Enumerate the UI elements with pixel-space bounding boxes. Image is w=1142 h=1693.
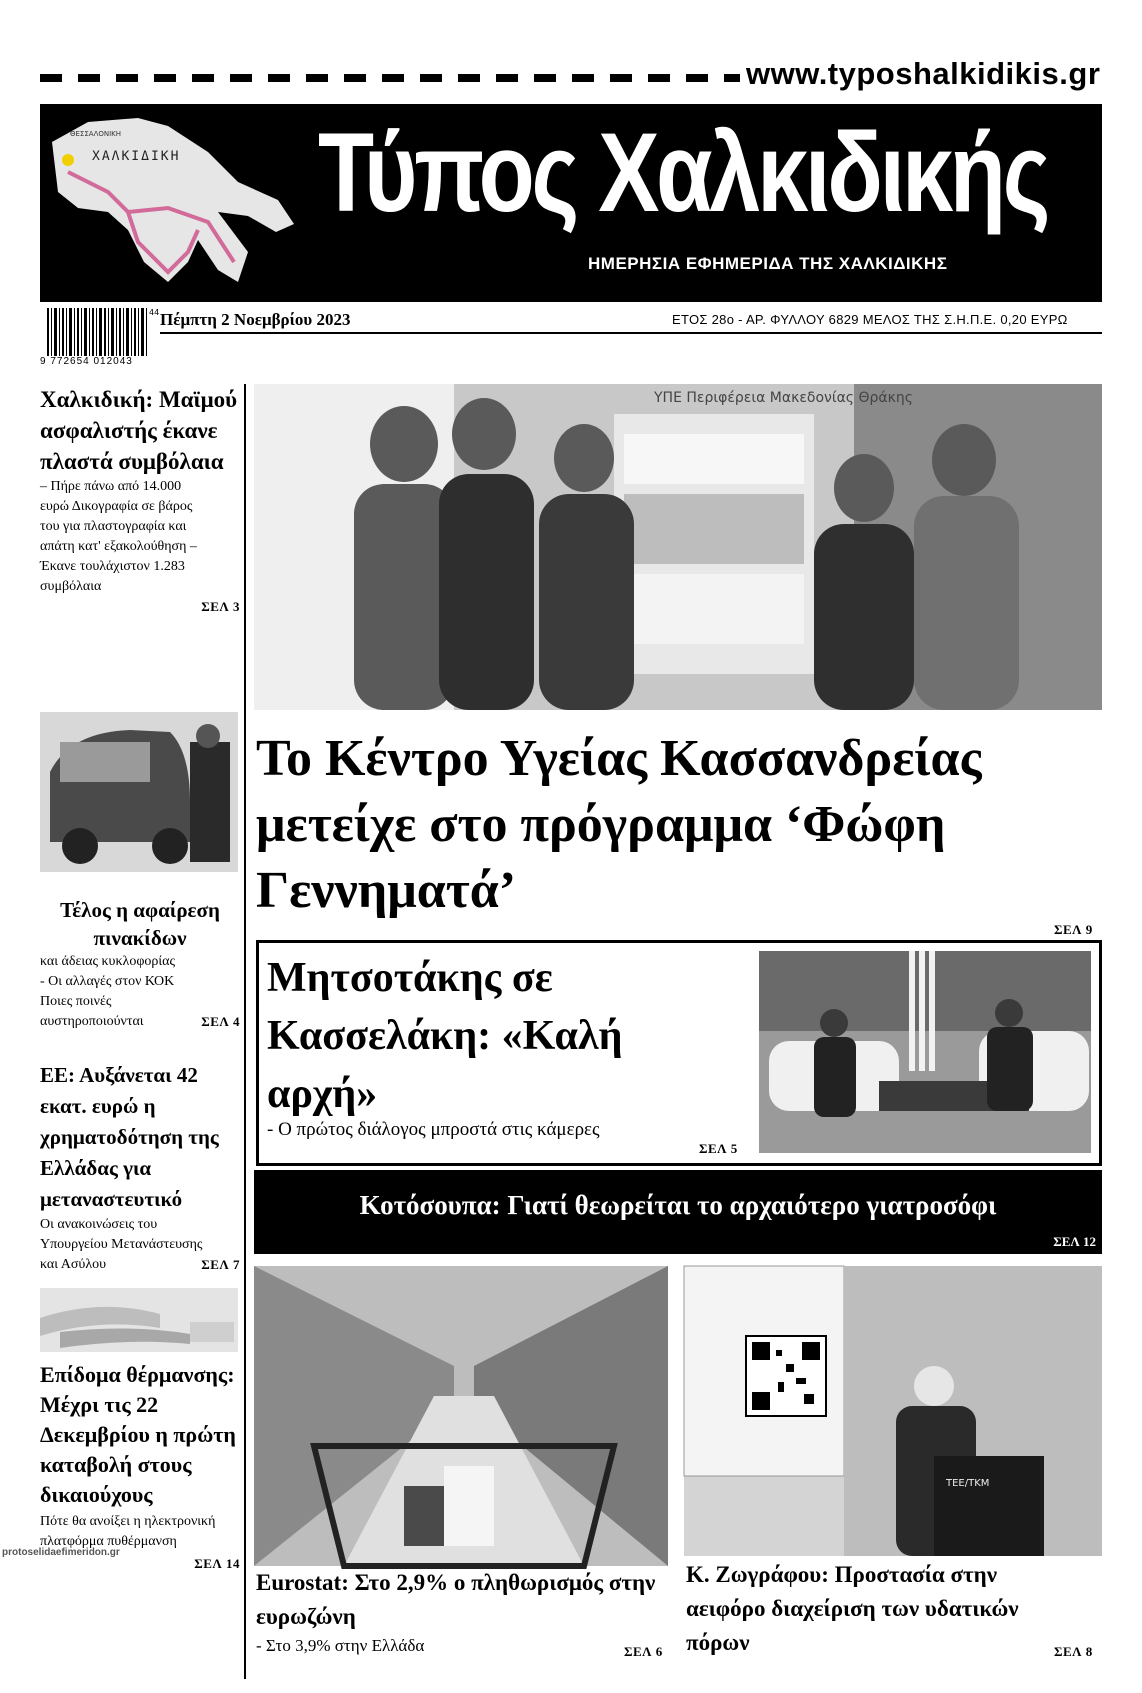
column-divider <box>244 384 246 1679</box>
band-story[interactable] <box>254 1170 1102 1254</box>
story-body: – Πήρε πάνω από 14.000 ευρώ Δικογραφία σε βάρος του για πλαστογραφία και απάτη κατ' εξακολούθηση – Έκανε τουλάχιστον 1.283 συμβόλαια <box>40 479 197 594</box>
eurostat-sub: - Στο 3,9% στην Ελλάδα <box>256 1636 425 1655</box>
photo-banner: ΥΠΕ Περιφέρεια Μακεδονίας Θράκης <box>654 390 913 406</box>
lead-headline[interactable]: Το Κέντρο Υγείας Κασσανδρείας μετείχε στο πρόγραμμα ‘Φώφη Γεννηματά’ <box>256 730 982 919</box>
story-headline: ΕΕ: Αυξάνεται 42 εκατ. ευρώ η χρηματοδότηση της Ελλάδας για μεταναστευτικό <box>40 1063 219 1211</box>
page-ref: ΣΕΛ 7 <box>201 1257 240 1272</box>
story-body: Πότε θα ανοίξει η ηλεκτρονική πλατφόρμα πυθέρμανση <box>40 1514 216 1549</box>
boxed-headline: Μητσοτάκης σε Κασσελάκη: «Καλή αρχή» <box>267 955 623 1117</box>
band-headline: Κοτόσουπα: Γιατί θεωρείται το αρχαιότερο γιατροσόφι <box>359 1190 997 1220</box>
newspaper-subtitle: ΗΜΕΡΗΣΙΑ ΕΦΗΜΕΡΙΔΑ ΤΗΣ ΧΑΛΚΙΔΙΚΗΣ <box>588 254 948 273</box>
story-headline: Επίδομα θέρμανσης: Μέχρι τις 22 Δεκεμβρίου η πρώτη καταβολή στους δικαιούχους <box>40 1362 236 1507</box>
sidebar-story-migration[interactable] <box>40 1060 240 1273</box>
boxed-page-ref: ΣΕΛ 5 <box>699 1141 738 1156</box>
zografou-headline[interactable]: Κ. Ζωγράφου: Προστασία στην αειφόρο διαχείριση των υδατικών πόρων <box>686 1562 1019 1655</box>
top-dashed-rule <box>40 74 740 82</box>
story-kicker: και άδειας κυκλοφορίας <box>40 954 176 969</box>
lead-photo <box>254 384 1102 710</box>
lead-page-ref: ΣΕΛ 9 <box>1054 922 1093 937</box>
story-headline: Χαλκιδική: Μαϊμού ασφαλιστής έκανε πλαστά συμβόλαια <box>40 387 238 474</box>
meeting-photo <box>759 951 1091 1153</box>
issue-meta: ΕΤΟΣ 28ο - ΑΡ. ΦΥΛΛΟΥ 6829 ΜΕΛΟΣ ΤΗΣ Σ.Η.Π.Ε. 0,20 ΕΥΡΩ <box>672 312 1068 327</box>
hands-photo <box>40 1288 238 1352</box>
chalkidiki-map <box>48 112 300 292</box>
eurostat-headline[interactable]: Eurostat: Στο 2,9% ο πληθωρισμός στην ευρωζώνη <box>256 1570 656 1629</box>
map-label-region: ΧΑΛΚΙΔΙΚΗ <box>92 149 181 164</box>
boxed-story[interactable] <box>256 940 1102 1166</box>
watermark: protoselidaefimeridon.gr <box>2 1547 120 1558</box>
map-label-city: ΘΕΣΣΑΛΟΝΙΚΗ <box>70 130 122 138</box>
dateline-rule <box>160 332 1102 334</box>
zografou-page-ref: ΣΕΛ 8 <box>1054 1644 1093 1659</box>
page-ref: ΣΕΛ 3 <box>201 599 240 614</box>
story-body: - Οι αλλαγές στον ΚΟΚ Ποιες ποινές αυστηροποιούνται <box>40 974 175 1029</box>
sidebar-story-plates[interactable] <box>40 896 240 1030</box>
barcode-issue: 44 <box>149 308 160 317</box>
conference-label: ΤΕΕ/ΤΚΜ <box>946 1478 990 1489</box>
band-page-ref: ΣΕΛ 12 <box>1053 1234 1096 1249</box>
newspaper-title: Τύπος Χαλκιδικής <box>318 110 1048 235</box>
story-body: Οι ανακοινώσεις του Υπουργείου Μετανάστευσης και Ασύλου <box>40 1217 203 1272</box>
conference-photo <box>684 1266 1102 1556</box>
story-headline: Τέλος η αφαίρεση πινακίδων <box>60 898 220 950</box>
sidebar-story-insurance[interactable] <box>40 384 240 615</box>
boxed-sub: - Ο πρώτος διάλογος μπροστά στις κάμερες <box>267 1119 600 1140</box>
page-ref: ΣΕΛ 4 <box>201 1014 240 1029</box>
issue-date: Πέμπτη 2 Νοεμβρίου 2023 <box>160 310 351 329</box>
page-ref: ΣΕΛ 14 <box>194 1556 240 1571</box>
website-url[interactable]: www.typoshalkidikis.gr <box>746 56 1101 91</box>
car-plates-photo <box>40 712 238 872</box>
eurostat-page-ref: ΣΕΛ 6 <box>624 1644 663 1659</box>
sidebar-story-heating[interactable] <box>40 1360 240 1572</box>
barcode-number: 9 772654 012043 <box>40 356 133 367</box>
supermarket-photo <box>254 1266 668 1566</box>
